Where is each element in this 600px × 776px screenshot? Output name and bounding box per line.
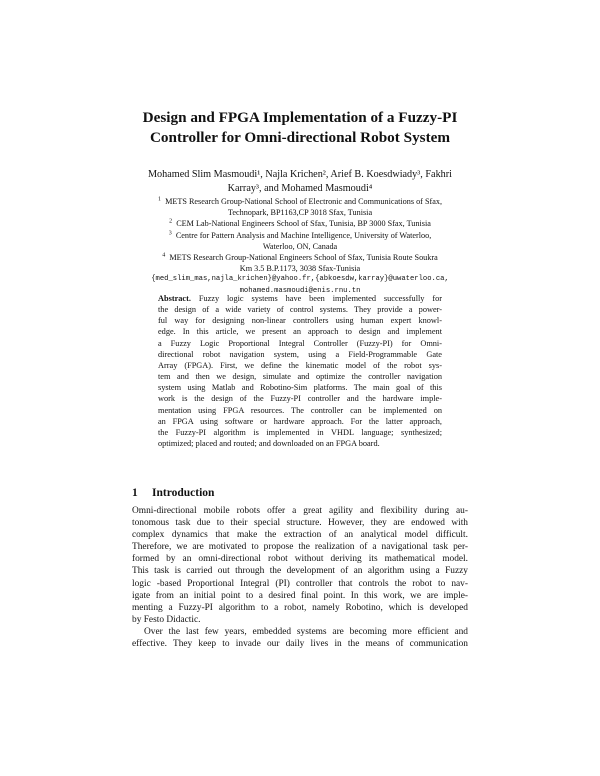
abstract-line: ful way for designing non-linear controllers using human expert knowl-	[158, 316, 442, 326]
abstract-line: an FPGA using software or hardware approach. For the latter approach,	[158, 416, 442, 426]
abstract-line: optimized; placed and routed; and downloaded on an FPGA board.	[158, 439, 380, 449]
introduction-body	[132, 505, 468, 650]
abstract-line: directional robot navigation system, using a Field-Programmable Gate	[158, 349, 442, 359]
affiliation-text: METS Research Group-National School of Electronic and Communications of Sfax,	[165, 197, 443, 206]
title-line: Controller for Omni-directional Robot System	[149, 129, 451, 146]
abstract-line	[158, 293, 442, 304]
section-title: Introduction	[152, 487, 215, 499]
section-heading-introduction	[132, 486, 214, 500]
body-line: logic -based Proportional Integral (PI) controller that controls the robot to nav-	[132, 578, 468, 589]
abstract-line: edge. In this article, we present an approach to design and implement	[158, 327, 442, 337]
affiliation-number: 3	[168, 229, 172, 236]
affiliation-line	[132, 196, 468, 207]
body-line: formed by an omni-directional robot without deriving its mathematical model.	[132, 554, 468, 565]
body-line: Over the last few years, embedded systems are becoming more efficient and	[144, 626, 468, 637]
affiliation-1	[132, 196, 468, 218]
abstract	[158, 293, 442, 449]
affiliation-2	[132, 218, 468, 229]
abstract-line: work is the design of the Fuzzy-PI controller and the hardware imple-	[158, 394, 442, 404]
email-line: mohamed.masmoudi@enis.rnu.tn	[239, 286, 361, 295]
affiliation-line	[132, 230, 468, 241]
section-number: 1	[132, 487, 138, 499]
affiliation-number: 2	[169, 218, 173, 225]
affiliation-line	[132, 218, 468, 229]
affiliation-number: 4	[162, 252, 166, 259]
body-line: Therefore, we are motivated to propose the realization of a navigational task per-	[132, 542, 468, 553]
body-line: by Festo Didactic.	[132, 614, 201, 625]
body-line: This task is carried out through the development of an algorithm using a Fuzzy	[132, 566, 468, 577]
body-line: igate from an initial point to a desired final point. In this work, we are imple-	[132, 590, 468, 601]
abstract-line: the Fuzzy-PI algorithm is implemented in VHDL language; synthesized;	[158, 427, 442, 437]
affiliation-text: Waterloo, ON, Canada	[262, 241, 338, 251]
affiliation-line	[132, 252, 468, 263]
body-line: complex dynamics that make the extraction of an analytical model difficult.	[132, 530, 468, 541]
abstract-line: system using Matlab and Robotino-Sim platforms. The main goal of this	[158, 383, 442, 393]
email-line: {med_slim_mas,najla_krichen}@yahoo.fr,{abkoesdw,karray}@uwaterloo.ca,	[151, 275, 449, 284]
affiliation-4	[132, 252, 468, 274]
abstract-line: mentation using FPGA resources. The controller can be implemented on	[158, 405, 442, 415]
author-line: Karray³, and Mohamed Masmoudi⁴	[227, 183, 373, 194]
author-line: Mohamed Slim Masmoudi¹, Najla Krichen², Arief B. Koesdwiady³, Fakhri	[148, 169, 452, 180]
affiliation-text: CEM Lab-National Engineers School of Sfax, Tunisia, BP 3000 Sfax, Tunisia	[176, 219, 431, 229]
affiliation-text: Km 3.5 B.P.1173, 3038 Sfax-Tunisia	[239, 264, 361, 274]
affiliation-text: METS Research Group-National Engineers School of Sfax, Tunisia Route Soukra	[169, 253, 438, 263]
title-line: Design and FPGA Implementation of a Fuzzy-PI	[142, 109, 458, 126]
body-line: effective. They keep to invade our daily lives in the means of communication	[132, 639, 468, 650]
abstract-label: Abstract.	[158, 294, 191, 303]
abstract-line: Array (FPGA). First, we define the kinematic model of the robot sys-	[158, 360, 442, 370]
abstract-line: tem and then we design, simulate and optimize the controller navigation	[158, 372, 442, 382]
abstract-text: Fuzzy logic systems have been implemented successfully for	[198, 294, 443, 303]
affiliation-block	[132, 196, 468, 297]
author-list	[110, 168, 490, 196]
affiliation-3	[132, 230, 468, 252]
affiliation-number: 1	[157, 196, 161, 203]
body-line: tonomous task due to their special structure. However, they are endowed with	[132, 518, 468, 529]
paper-title	[100, 108, 500, 148]
affiliation-text: Centre for Pattern Analysis and Machine Intelligence, University of Waterloo,	[175, 230, 432, 240]
body-line: menting a Fuzzy-PI algorithm to a robot, namely Robotino, which is developed	[132, 602, 468, 613]
abstract-line: the design of a wide variety of control systems. They provide a power-	[158, 305, 442, 315]
affiliation-text: Technopark, BP1163,CP 3018 Sfax, Tunisia	[227, 208, 373, 218]
body-line: Omni-directional mobile robots offer a great agility and flexibility during au-	[132, 506, 468, 516]
abstract-line: a Fuzzy Logic Proportional Integral Controller (Fuzzy-PI) for Omni-	[158, 338, 442, 348]
